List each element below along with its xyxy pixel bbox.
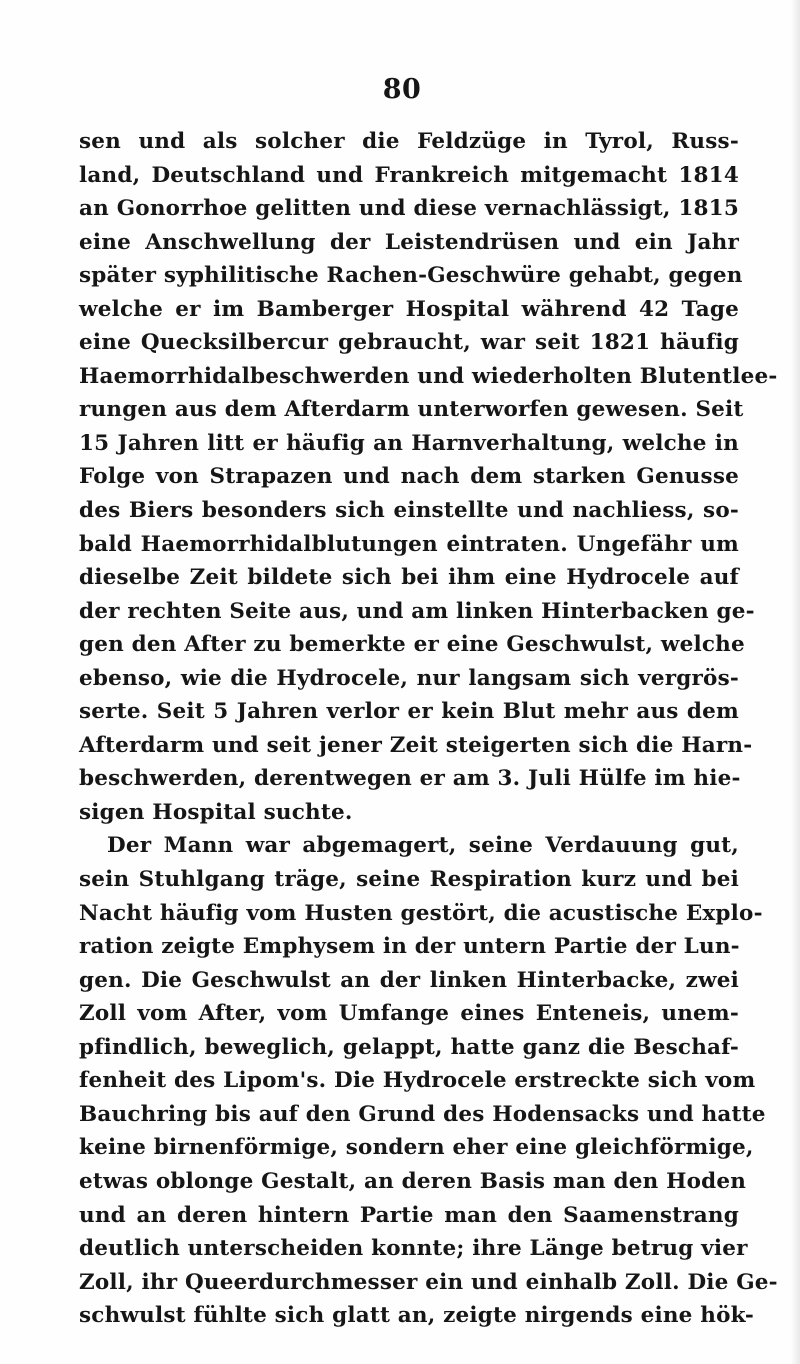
text-line: an Gonorrhoe gelitten und diese vernachlässigt, 1815	[79, 196, 739, 222]
text-line: Der Mann war abgemagert, seine Verdauung gut,	[107, 833, 739, 859]
text-line: der rechten Seite aus, und am linken Hinterbacken ge-	[79, 598, 755, 624]
text-line: ration zeigte Emphysem in der untern Partie der Lun-	[79, 934, 740, 960]
text-line: etwas oblonge Gestalt, an deren Basis man den Hoden	[79, 1168, 747, 1194]
text-line: welche er im Bamberger Hospital während 42 Tage	[79, 296, 739, 322]
text-line: schwulst fühlte sich glatt an, zeigte nirgends eine hök-	[79, 1303, 754, 1329]
text-line: sein Stuhlgang träge, seine Respiration kurz und bei	[79, 867, 739, 893]
text-line: ebenso, wie die Hydrocele, nur langsam sich vergrös-	[79, 665, 739, 691]
text-line: des Biers besonders sich einstellte und nachliess, so-	[79, 498, 739, 524]
text-line: serte. Seit 5 Jahren verlor er kein Blut mehr aus dem	[79, 699, 739, 725]
text-line: Bauchring bis auf den Grund des Hodensacks und hatte	[79, 1101, 766, 1127]
page-number: 80	[382, 74, 422, 105]
text-line: deutlich unterscheiden konnte; ihre Länge betrug vier	[79, 1236, 748, 1262]
text-line: sigen Hospital suchte.	[79, 799, 353, 825]
page-edge-shadow	[790, 0, 800, 1364]
text-line: eine Quecksilbercur gebraucht, war seit 1821 häufig	[79, 330, 739, 356]
text-line: beschwerden, derentwegen er am 3. Juli Hülfe im hie-	[79, 766, 741, 792]
text-line: fenheit des Lipom's. Die Hydrocele erstreckte sich vom	[79, 1068, 756, 1094]
text-line: land, Deutschland und Frankreich mitgemacht 1814	[79, 162, 739, 188]
text-line: Zoll, ihr Queerdurchmesser ein und einhalb Zoll. Die Ge-	[79, 1269, 778, 1295]
text-line: sen und als solcher die Feldzüge in Tyrol, Russ-	[79, 129, 739, 154]
body-text	[79, 125, 778, 1333]
text-line: gen den After zu bemerkte er eine Geschwulst, welche	[79, 632, 745, 658]
text-line: und an deren hintern Partie man den Saamenstrang	[79, 1202, 739, 1228]
text-line: Haemorrhidalbeschwerden und wiederholten Blutentlee-	[79, 363, 778, 389]
text-line: gen. Die Geschwulst an der linken Hinterbacke, zwei	[79, 967, 739, 993]
text-line: später syphilitische Rachen-Geschwüre gehabt, gegen	[79, 263, 743, 289]
text-line: rungen aus dem Afterdarm unterworfen gewesen. Seit	[79, 397, 744, 423]
text-line: dieselbe Zeit bildete sich bei ihm eine Hydrocele auf	[79, 565, 739, 591]
text-line: eine Anschwellung der Leistendrüsen und ein Jahr	[79, 229, 739, 255]
text-line: 15 Jahren litt er häufig an Harnverhaltung, welche in	[79, 430, 739, 456]
text-line: Nacht häufig vom Husten gestört, die acustische Explo-	[79, 900, 763, 926]
text-line: pfindlich, beweglich, gelappt, hatte ganz die Beschaf-	[79, 1034, 739, 1060]
text-line: Zoll vom After, vom Umfange eines Enteneis, unem-	[79, 1001, 739, 1027]
text-line: keine birnenförmige, sondern eher eine gleichförmige,	[79, 1135, 754, 1161]
text-line: bald Haemorrhidalblutungen eintraten. Ungefähr um	[79, 531, 739, 557]
text-line: Folge von Strapazen und nach dem starken Genusse	[79, 464, 739, 490]
text-line: Afterdarm und seit jener Zeit steigerten sich die Harn-	[79, 732, 753, 758]
